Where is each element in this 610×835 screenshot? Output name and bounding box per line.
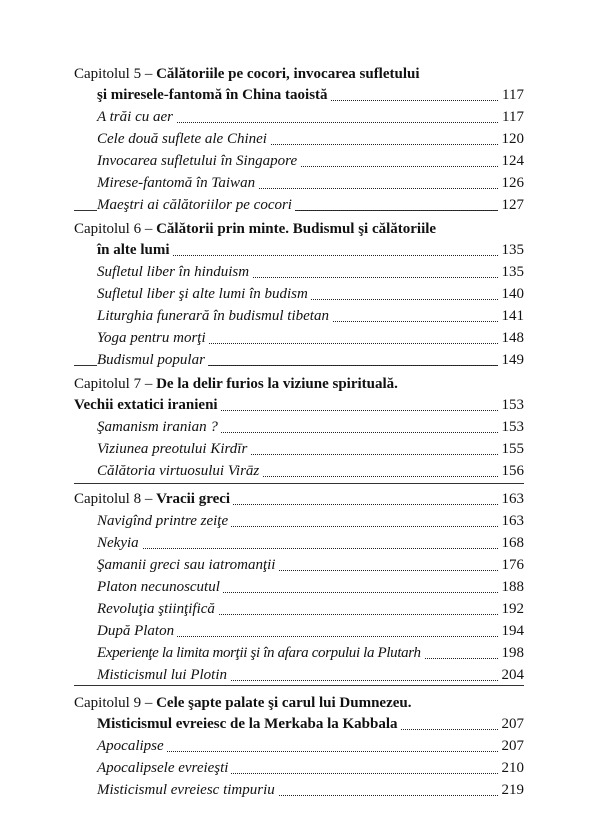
toc-entry[interactable] (97, 306, 524, 328)
entry-page: 198 (498, 646, 525, 661)
toc-entry[interactable] (97, 284, 524, 306)
entry-label: Liturghia funerară în budismul tibetan (97, 309, 332, 324)
entry-label: Apocalipsele evreieşti (97, 761, 231, 776)
entry-page: 204 (498, 668, 525, 683)
entry-label: Maeştri ai călătoriilor pe cocori (97, 198, 295, 213)
entry-label: Navigînd printre zeiţe (97, 514, 231, 529)
entry-page: 153 (498, 398, 525, 413)
entry-page: 153 (498, 420, 525, 435)
section-divider (74, 483, 524, 484)
chapter-heading[interactable] (74, 489, 524, 511)
chapter-title: Călătoriile pe cocori, invocarea sufletului (156, 66, 420, 82)
toc-entry[interactable] (97, 577, 524, 599)
toc-entry[interactable] (97, 173, 524, 195)
entry-label: şi miresele-fantomă în China taoistă (97, 88, 331, 103)
entry-page: 210 (498, 761, 525, 776)
entry-page: 188 (498, 580, 525, 595)
chapter-number: Capitolul 7 – (74, 376, 157, 392)
entry-page: 120 (498, 132, 525, 147)
entry-page: 141 (498, 309, 525, 324)
toc-entry[interactable] (97, 461, 524, 483)
entry-page: 140 (498, 287, 525, 302)
entry-page: 207 (498, 717, 525, 732)
chapter-number: Capitolul 5 – (74, 66, 157, 82)
entry-label: Şamanism iranian ? (97, 420, 221, 435)
chapter-heading (74, 692, 524, 714)
entry-label: A trăi cu aer (97, 110, 176, 125)
entry-page: 163 (498, 514, 525, 529)
entry-label: Revoluţia ştiinţifică (97, 602, 218, 617)
chapter-title: Cele şapte palate şi carul lui Dumnezeu. (156, 695, 412, 711)
entry-page: 176 (498, 558, 525, 573)
toc-entry[interactable] (97, 328, 524, 350)
toc-entry[interactable] (97, 533, 524, 555)
toc-entry[interactable] (97, 417, 524, 439)
chapter-7 (74, 373, 524, 483)
toc-entry[interactable] (97, 643, 524, 665)
toc-entry[interactable] (97, 511, 524, 533)
toc-entry[interactable] (97, 758, 524, 780)
entry-label: Nekyia (97, 536, 142, 551)
section-divider (74, 685, 524, 686)
toc-entry[interactable] (97, 350, 524, 372)
chapter-heading (74, 63, 524, 85)
entry-page: 124 (498, 154, 525, 169)
toc-entry[interactable] (97, 240, 524, 262)
toc-entry[interactable] (97, 736, 524, 758)
toc-entry[interactable] (97, 262, 524, 284)
toc-entry[interactable] (97, 107, 524, 129)
entry-page: 148 (498, 331, 525, 346)
entry-page: 135 (498, 243, 525, 258)
chapter-5 (74, 63, 524, 217)
entry-label: Yoga pentru morţi (97, 331, 209, 346)
chapter-title: Călătorii prin minte. Budismul şi călătoriile (156, 221, 437, 237)
entry-label: Călătoria virtuosului Virāz (97, 464, 262, 479)
toc-entry[interactable] (97, 599, 524, 621)
chapter-heading (74, 373, 524, 395)
toc-entry[interactable] (97, 439, 524, 461)
entry-page: 155 (498, 442, 525, 457)
entry-label: Vechii extatici iranieni (74, 398, 221, 413)
entry-page: 117 (498, 110, 524, 125)
entry-label: Invocarea sufletului în Singapore (97, 154, 300, 169)
entry-label: Şamanii greci sau iatromanţii (97, 558, 278, 573)
entry-label: Viziunea preotului Kirdīr (97, 442, 250, 457)
toc-entry[interactable] (97, 555, 524, 577)
entry-page: 219 (498, 783, 525, 798)
entry-label: Misticismul lui Plotin (97, 668, 230, 683)
toc-entry[interactable] (97, 85, 524, 107)
entry-label: După Platon (97, 624, 177, 639)
entry-page: 135 (498, 265, 525, 280)
chapter-title: De la delir furios la viziune spirituală. (156, 376, 398, 392)
toc-entry[interactable] (74, 395, 524, 417)
chapter-heading (74, 218, 524, 240)
entry-label: Cele două suflete ale Chinei (97, 132, 270, 147)
toc-entry[interactable] (97, 151, 524, 173)
entry-label: Experienţe la limita morţii şi în afara corpului la Plutarh (97, 646, 424, 661)
entry-page: 207 (498, 739, 525, 754)
chapter-8 (74, 489, 524, 687)
entry-page: 192 (498, 602, 525, 617)
toc-entry[interactable] (97, 780, 524, 802)
entry-label: Platon necunoscutul (97, 580, 223, 595)
chapter-number: Capitolul 6 – (74, 221, 157, 237)
entry-label: Apocalipse (97, 739, 167, 754)
entry-page: 127 (498, 198, 525, 213)
toc-entry[interactable] (97, 129, 524, 151)
entry-page: 149 (498, 353, 525, 368)
entry-page: 194 (498, 624, 525, 639)
toc-entry[interactable] (97, 195, 524, 217)
chapter-9 (74, 692, 524, 802)
entry-page: 163 (498, 492, 525, 507)
entry-label: Mirese-fantomă în Taiwan (97, 176, 258, 191)
entry-label: Misticismul evreiesc timpuriu (97, 783, 278, 798)
entry-page: 117 (498, 88, 524, 103)
chapter-6 (74, 218, 524, 372)
chapter-number: Capitolul 8 – (74, 491, 157, 507)
entry-label: Misticismul evreiesc de la Merkaba la Kabbala (97, 717, 401, 732)
toc-entry[interactable] (97, 665, 524, 687)
chapter-number: Capitolul 9 – (74, 695, 157, 711)
entry-label: în alte lumi (97, 243, 173, 258)
chapter-title: Vracii greci (156, 491, 231, 507)
toc-entry[interactable] (97, 714, 524, 736)
entry-label: Sufletul liber în hinduism (97, 265, 252, 280)
entry-page: 168 (498, 536, 525, 551)
entry-page: 126 (498, 176, 525, 191)
entry-page: 156 (498, 464, 525, 479)
entry-label: Sufletul liber şi alte lumi în budism (97, 287, 311, 302)
entry-label: Budismul popular (97, 353, 208, 368)
toc-entry[interactable] (97, 621, 524, 643)
